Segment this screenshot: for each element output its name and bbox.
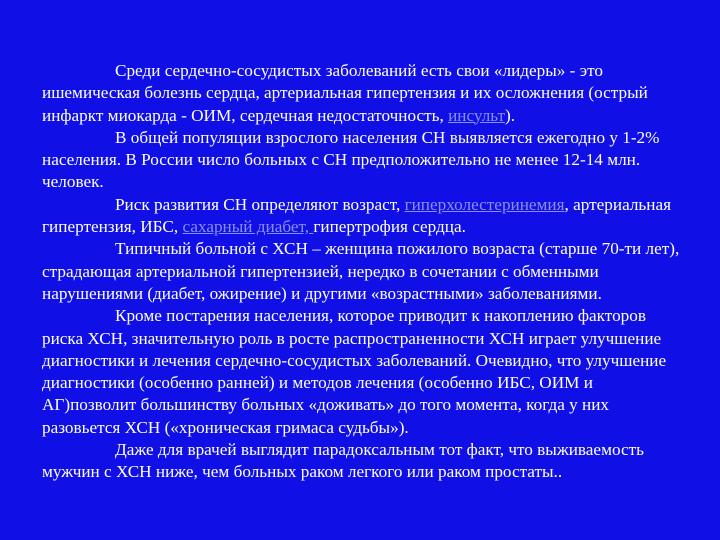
- paragraph-typical-patient: [42, 238, 682, 305]
- paragraph-population: [42, 127, 682, 194]
- paragraph-aging-text: Кроме постарения населения, которое приводит к накоплению факторов риска ХСН, значительную роль в росте распространенности ХСН играет улучшение диагностики и лечения сердечно-сосудистых заболеваний. Очевидно, что улучшение диагностики (особенно ранней) и методов лечения (особенно ИБС, ОИМ и АГ)позволит большинству больных «доживать» до того момента, когда у них разовьется ХСН («хроническая гримаса судьбы»).: [42, 306, 667, 437]
- paragraph-survival-text: Даже для врачей выглядит парадоксальным тот факт, что выживаемость мужчин с ХСН ниже, чем больных раком легкого или раком простаты..: [42, 440, 644, 482]
- paragraph-population-text: В общей популяции взрослого населения СН выявляется ежегодно у 1-2% населения. В России число больных с СН предположительно не менее 12-14 млн. человек.: [42, 127, 660, 192]
- paragraph-leaders-text: Среди сердечно-сосудистых заболеваний есть свои «лидеры» - это ишемическая болезнь сердца, артериальная гипертензия и их осложнения (острый инфаркт миокарда - ОИМ, сердечная недостаточность,: [42, 61, 648, 125]
- paragraph-leaders: [42, 60, 682, 127]
- paragraph-survival: [42, 439, 682, 484]
- link-diabetes[interactable]: сахарный диабет,: [182, 217, 314, 237]
- paragraph-risk-middle: , артериальная гипертензия, ИБС,: [42, 194, 671, 237]
- link-insult[interactable]: инсульт: [448, 105, 505, 125]
- paragraph-risk-text: Риск развития СН определяют возраст,: [115, 194, 405, 214]
- paragraph-risk: [42, 194, 682, 239]
- paragraph-leaders-tail: ).: [504, 105, 516, 125]
- link-hypercholesterolemia[interactable]: гиперхолестеринемия: [404, 194, 565, 214]
- slide-text-block: [42, 60, 682, 484]
- paragraph-risk-tail: гипертрофия сердца.: [313, 217, 466, 237]
- paragraph-typical-patient-text: Типичный больной с ХСН – женщина пожилого возраста (старше 70-ти лет), страдающая артериальной гипертензией, нередко в сочетании с обменными нарушениями (диабет, ожирение) и другими «возрастными» заболеваниями.: [42, 239, 680, 303]
- paragraph-aging: [42, 305, 682, 439]
